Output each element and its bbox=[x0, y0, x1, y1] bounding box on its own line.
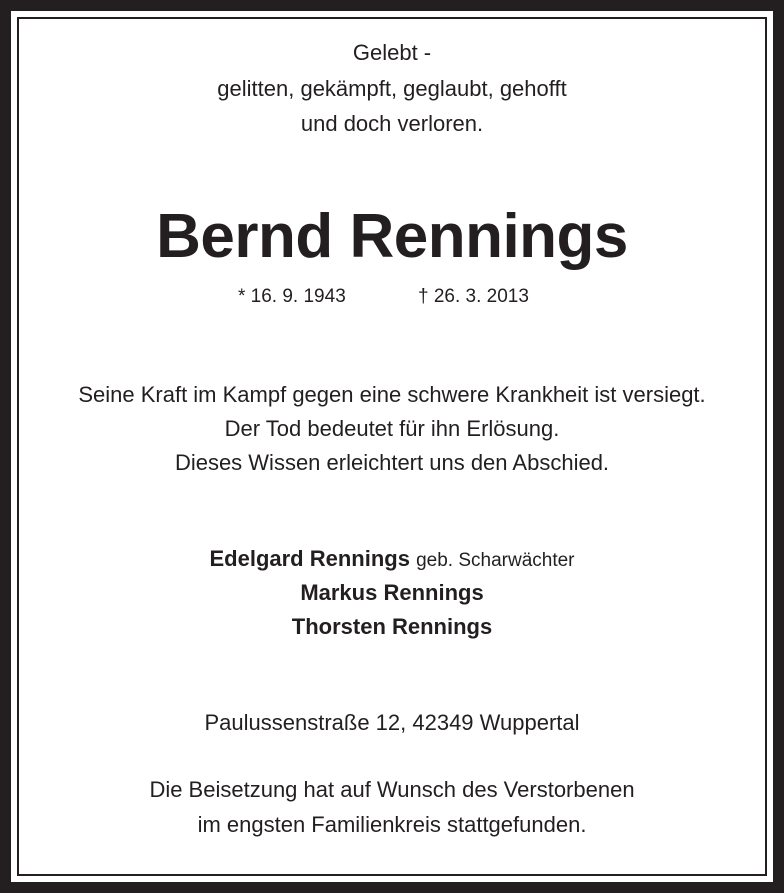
mourner-1 bbox=[0, 546, 784, 574]
mourner-2-name: Markus Rennings bbox=[300, 580, 484, 605]
address: Paulussenstraße 12, 42349 Wuppertal bbox=[204, 710, 580, 735]
text-line-2: Der Tod bedeutet für ihn Erlösung. bbox=[224, 416, 560, 441]
birth-date: * 16. 9. 1943 bbox=[238, 286, 346, 307]
mourner-1-name: Edelgard Rennings bbox=[209, 546, 410, 571]
notice-inner-border bbox=[11, 11, 773, 882]
motto-line-1: Gelebt - bbox=[352, 40, 432, 65]
funeral-line-1: Die Beisetzung hat auf Wunsch des Verstorbenen bbox=[149, 777, 635, 802]
text-line-3: Dieses Wissen erleichtert uns den Abschied. bbox=[174, 450, 610, 475]
deceased-name: Bernd Rennings bbox=[156, 202, 628, 271]
death-date: † 26. 3. 2013 bbox=[418, 286, 529, 307]
motto-line-3: und doch verloren. bbox=[300, 111, 484, 136]
text-line-1: Seine Kraft im Kampf gegen eine schwere Krankheit ist versiegt. bbox=[78, 382, 706, 407]
mourner-3-name: Thorsten Rennings bbox=[291, 614, 493, 639]
mourner-1-note: geb. Scharwächter bbox=[416, 550, 575, 571]
funeral-line-2: im engsten Familienkreis stattgefunden. bbox=[197, 812, 587, 837]
motto-line-2: gelitten, gekämpft, geglaubt, gehofft bbox=[217, 76, 567, 101]
